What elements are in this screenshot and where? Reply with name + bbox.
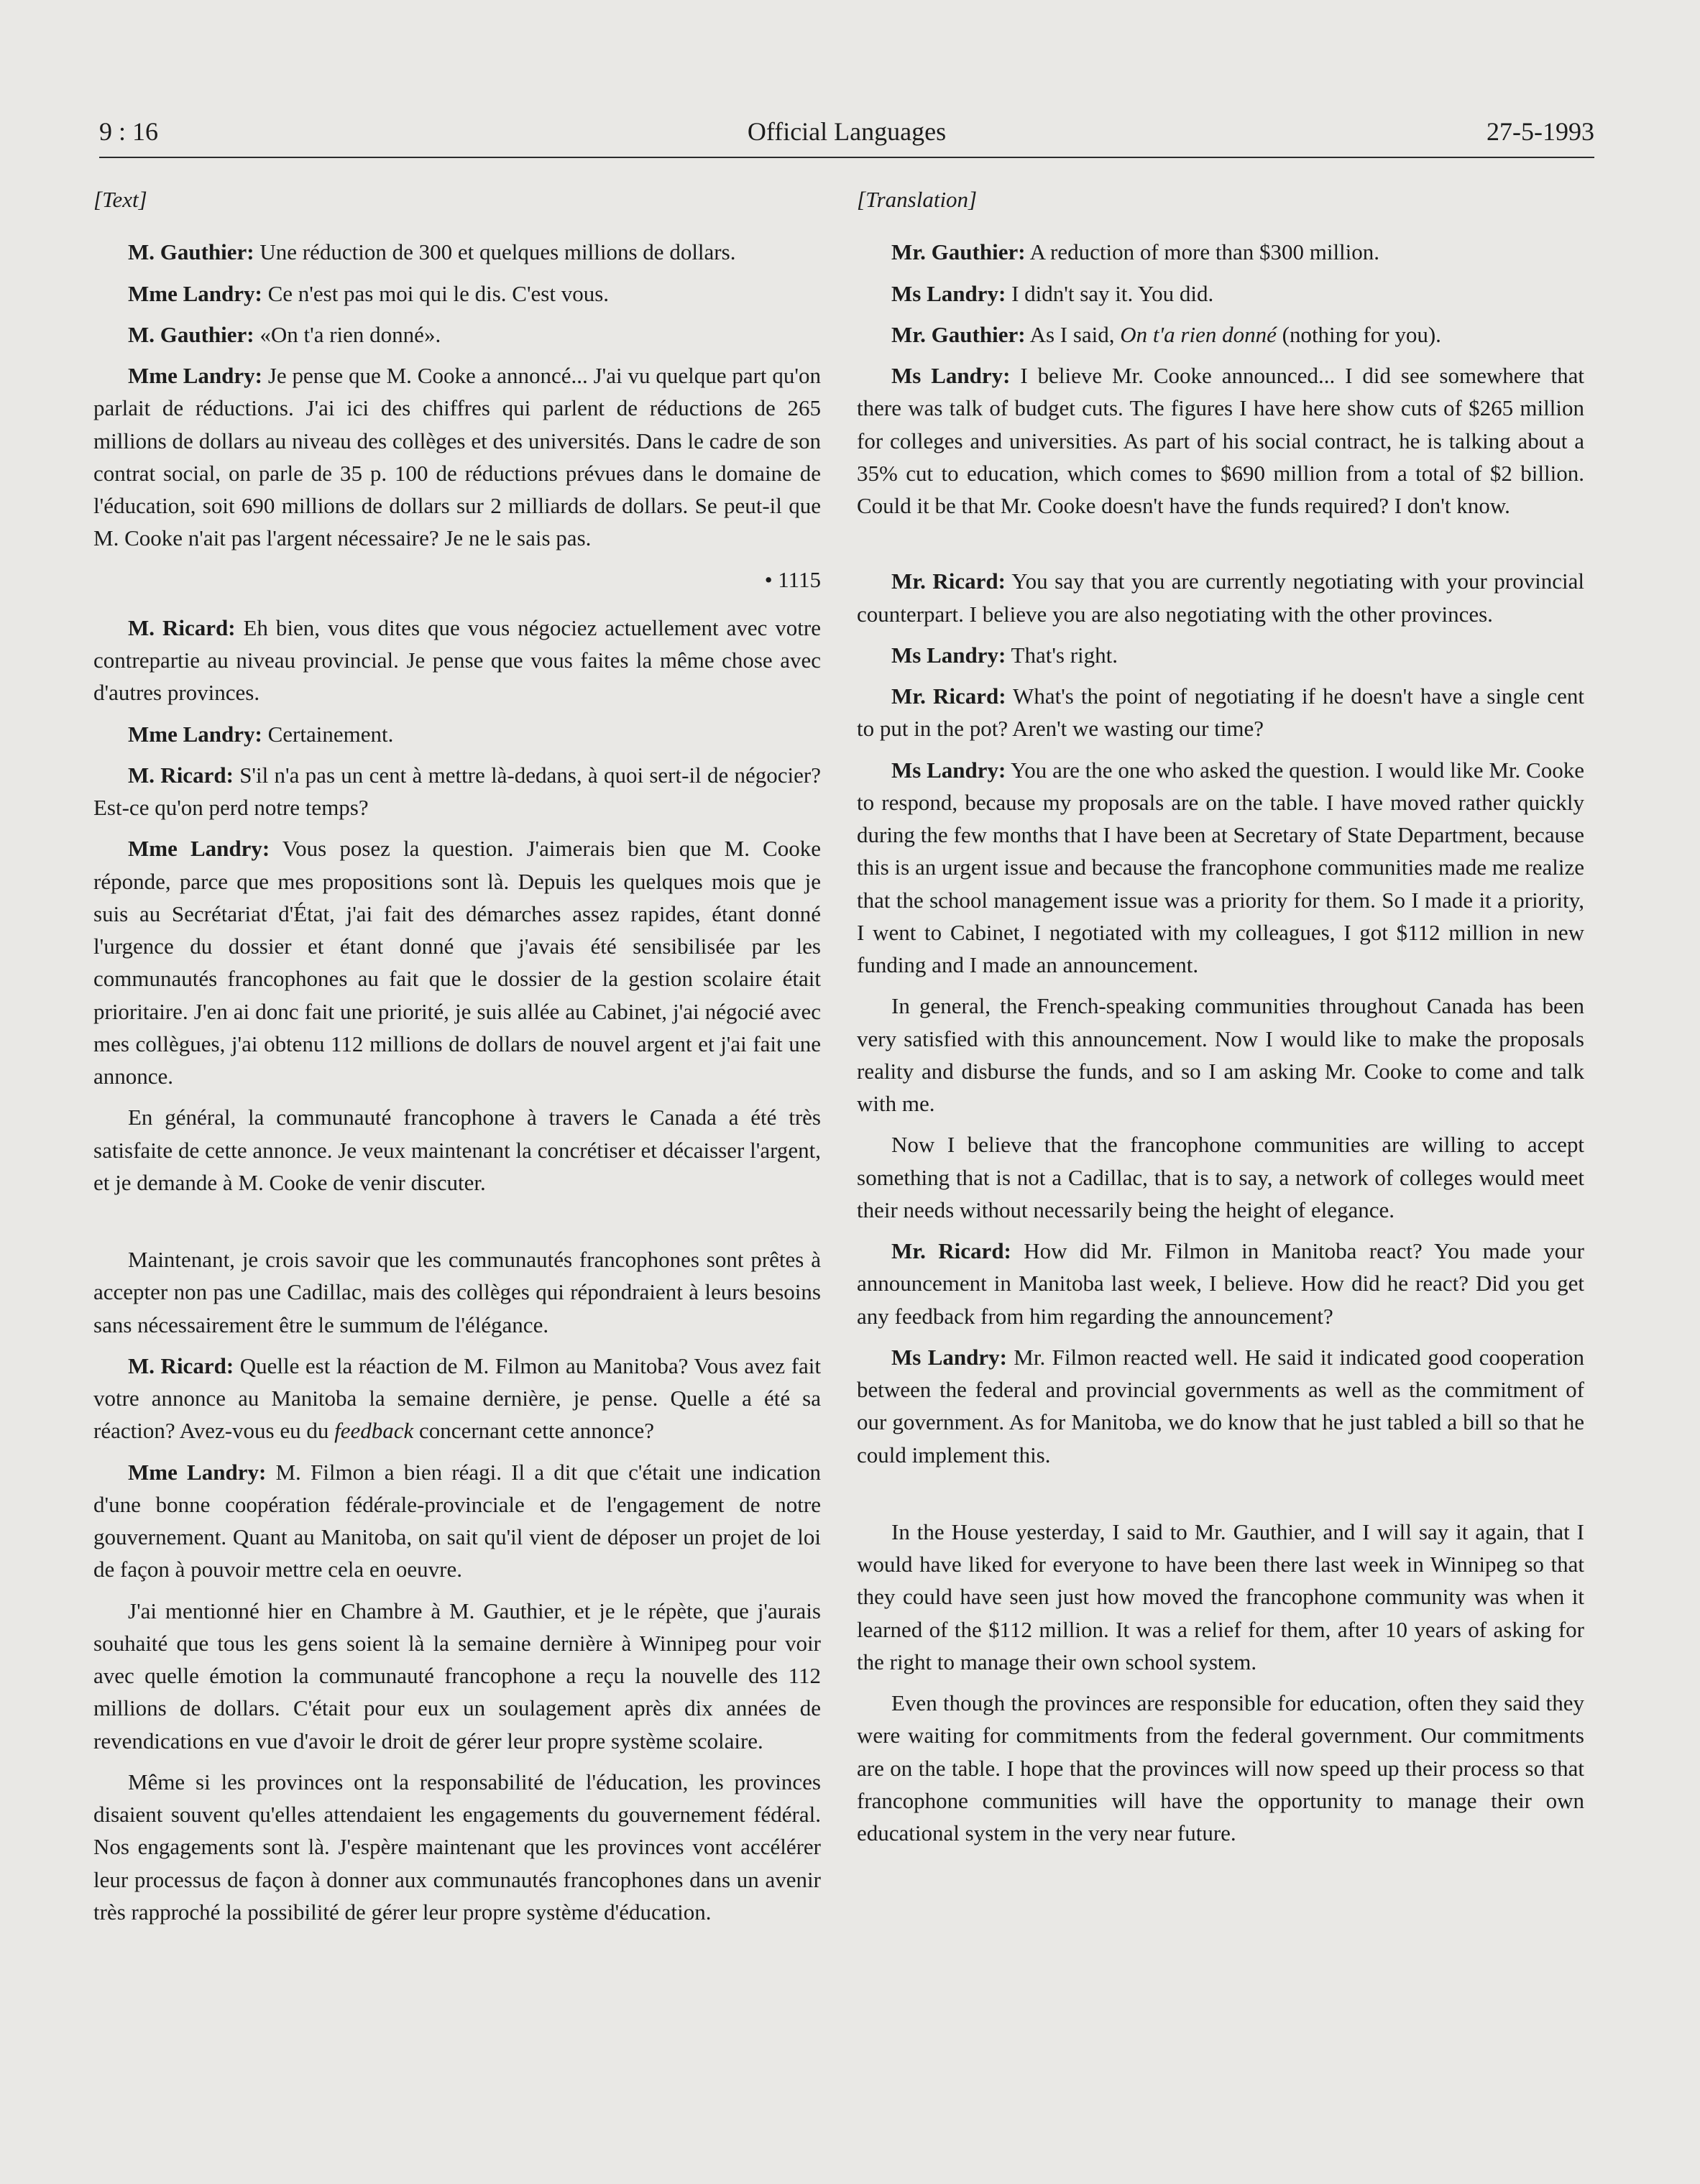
time-marker: • 1115 [764, 566, 821, 592]
speech-text: concernant cette annonce? [413, 1418, 655, 1444]
paragraph [857, 277, 1584, 310]
speaker-name: M. Gauthier: [128, 321, 254, 347]
speech-text: Now I believe that the francophone communities are willing to accept something that is not a Cadillac, that is to say, a network of colleges would meet their needs without necessarily being the height of elegance. [857, 1132, 1584, 1222]
speaker-name: Ms Landry: [891, 642, 1006, 668]
speech-text: As I said, [1025, 321, 1121, 347]
french-column [93, 183, 821, 1937]
paragraph [857, 1687, 1584, 1849]
italic-term: On t'a rien donné [1120, 321, 1277, 347]
paragraph [93, 832, 821, 1092]
speech-text: Eh bien, vous dites que vous négociez actuellement avec votre contrepartie au niveau provincial. Je pense que vous faites la même chose avec d'autres provinces. [93, 614, 821, 706]
speech-text: (nothing for you). [1276, 321, 1441, 347]
speaker-name: M. Gauthier: [128, 239, 254, 265]
speaker-name: Mme Landry: [128, 1459, 267, 1485]
paragraph [93, 1243, 821, 1341]
paragraph [93, 359, 821, 555]
speech-text: A reduction of more than $300 million. [1025, 239, 1380, 265]
speaker-name: Mme Landry: [128, 363, 262, 388]
speech-text: S'il n'a pas un cent à mettre là-dedans, à quoi sert-il de négocier? Est-ce qu'on perd notre temps? [93, 762, 821, 820]
paragraph [857, 1235, 1584, 1332]
paragraph [93, 1350, 821, 1447]
speaker-name: Mme Landry: [128, 721, 262, 747]
speaker-name: Mr. Ricard: [891, 683, 1006, 709]
paragraph [93, 1766, 821, 1928]
speaker-name: Mr. Gauthier: [891, 239, 1026, 265]
running-header [99, 106, 1594, 158]
paragraph [857, 1516, 1584, 1678]
paragraph [93, 1101, 821, 1199]
speech-text: En général, la communauté francophone à travers le Canada a été très satisfaite de cette annonce. Je veux maintenant la concrétiser et décaisser l'argent, et je demande à M. Cooke de venir discuter. [93, 1105, 821, 1195]
speaker-name: Mme Landry: [128, 836, 270, 862]
speech-text: Mr. Filmon reacted well. He said it indicated good cooperation between the federal and provincial governments as well as the commitment of our government. As for Manitoba, we do know that he just tabled a bill so that he could implement this. [857, 1344, 1584, 1467]
paragraph [857, 1128, 1584, 1226]
speech-text: Quelle est la réaction de M. Filmon au Manitoba? Vous avez fait votre annonce au Manitoba la semaine dernière, je pense. Quelle a été sa réaction? Avez-vous eu du [93, 1353, 822, 1444]
translation-tag: [Translation] [857, 187, 978, 212]
speech-text: You say that you are currently negotiating with your provincial counterpart. I believe you are also negotiating with the other provinces. [857, 568, 1584, 627]
paragraph [93, 318, 821, 351]
italic-term: feedback [334, 1418, 414, 1444]
speech-text: I didn't say it. You did. [1006, 280, 1214, 306]
paragraph [93, 1456, 821, 1586]
speech-text: In the House yesterday, I said to Mr. Gauthier, and I will say it again, that I would have liked for everyone to have been there last week in Winnipeg so that they could have seen just how moved the francophone community was when it learned of the $112 million. It was a relief for them, after 10 years of asking for the right to manage their own school system. [857, 1519, 1584, 1674]
speech-text: Even though the provinces are responsible for education, often they said they were waiting for commitments from the federal government. Our commitments are on the table. I hope that the provinces will now speed up their process so that francophone communities will have the opportunity to manage their own educational system in the very near future. [857, 1690, 1584, 1846]
page-number: 9 : 16 [99, 117, 159, 146]
speech-text: Une réduction de 300 et quelques millions de dollars. [254, 239, 736, 265]
paragraph [93, 718, 821, 750]
speaker-name: M. Ricard: [128, 1353, 234, 1378]
speech-text: I believe Mr. Cooke announced... I did see somewhere that there was talk of budget cuts. The figures I have here show cuts of $265 million for colleges and universities. As part of his social contract, he is talking about a 35% cut to education, which comes to $690 million from a total of $2 billion. Could it be that Mr. Cooke doesn't have the funds required? I don't know. [857, 363, 1584, 518]
speech-text: What's the point of negotiating if he doesn't have a single cent to put in the pot? Aren't we wasting our time? [857, 683, 1584, 742]
paragraph [93, 759, 821, 824]
paragraph [857, 639, 1584, 671]
speech-text: «On t'a rien donné». [254, 321, 441, 347]
paragraph [857, 359, 1584, 522]
speaker-name: M. Ricard: [128, 614, 236, 640]
speech-text: Vous posez la question. J'aimerais bien que M. Cooke réponde, parce que mes propositions sont là. Depuis les quelques mois que je suis au Secrétariat d'État, j'ai fait des démarches assez rapides, étant donné l'urgence du dossier et étant donné que j'avais été sensibilisée par les communautés francophones au fait que le dossier de la gestion scolaire était prioritaire. J'en ai donc fait une priorité, je suis allée au Cabinet, j'ai négocié avec mes collègues, j'ai obtenu 112 millions de dollars de nouvel argent et j'ai fait une annonce. [93, 836, 821, 1089]
paragraph [93, 612, 821, 709]
paragraph [857, 680, 1584, 745]
paragraph [857, 318, 1584, 351]
paragraph [93, 277, 821, 310]
paragraph [857, 565, 1584, 630]
speech-text: Maintenant, je crois savoir que les communautés francophones sont prêtes à accepter non pas une Cadillac, mais des collèges qui répondraient à leurs besoins sans nécessairement être le summum de l'élégance. [93, 1247, 821, 1337]
speech-text: J'ai mentionné hier en Chambre à M. Gauthier, et je le répète, que j'aurais souhaité que tous les gens soient là la semaine dernière à Winnipeg pour voir avec quelle émotion la communauté francophone a reçu la nouvelle des 112 millions de dollars. C'était pour eux un soulagement après dix années de revendications en vue d'avoir le droit de gérer leur propre système scolaire. [93, 1598, 821, 1754]
speech-text: Je pense que M. Cooke a annoncé... J'ai vu quelque part qu'on parlait de réductions. J'ai ici des chiffres qui parlent de réductions de 265 millions de dollars au niveau des collèges et des universités. Dans le cadre de son contrat social, on parle de 35 p. 100 de réductions prévues dans le domaine de l'éducation, soit 690 millions de dollars sur 2 milliards de dollars. Se peut-il que M. Cooke n'ait pas l'argent nécessaire? Je ne le sais pas. [93, 363, 821, 551]
paragraph [857, 236, 1584, 268]
speech-text: That's right. [1006, 642, 1118, 668]
speech-text: In general, the French-speaking communities throughout Canada has been very satisfied with this announcement. Now I would like to make the proposals reality and disburse the funds, and so I am asking Mr. Cooke to come and talk with me. [857, 993, 1584, 1116]
speech-text: Certainement. [262, 721, 394, 747]
speaker-name: Mr. Gauthier: [891, 321, 1026, 347]
paragraph [857, 990, 1584, 1120]
english-column [857, 183, 1584, 1858]
paragraph [857, 754, 1584, 982]
speaker-name: Ms Landry: [891, 757, 1006, 783]
paragraph [857, 1341, 1584, 1471]
paragraph [93, 236, 821, 268]
speaker-name: Mme Landry: [128, 280, 262, 306]
text-tag: [Text] [93, 187, 147, 212]
speech-text: M. Filmon a bien réagi. Il a dit que c'était une indication d'une bonne coopération fédérale-provinciale et de l'engagement de notre gouvernement. Quant au Manitoba, on sait qu'il vient de déposer un projet de loi de façon à pouvoir mettre cela en oeuvre. [93, 1459, 821, 1582]
speech-text: Même si les provinces ont la responsabilité de l'éducation, les provinces disaient souvent qu'elles attendaient les engagements du gouvernement fédéral. Nos engagements sont là. J'espère maintenant que les provinces vont accélérer leur processus de façon à donner aux communautés francophones dans un avenir très rapproché la possibilité de gérer leur propre système d'éducation. [93, 1769, 821, 1925]
speech-text: You are the one who asked the question. I would like Mr. Cooke to respond, because my proposals are on the table. I have moved rather quickly during the few months that I have been at Secretary of State Department, because this is an urgent issue and because the francophone communities made me realize that the school management issue was a priority for them. So I made it a priority, I went to Cabinet, I negotiated with my colleagues, I got $112 million in new funding and I made an announcement. [857, 757, 1584, 977]
paragraph [93, 1595, 821, 1757]
speech-text: How did Mr. Filmon in Manitoba react? You made your announcement in Manitoba last week, I believe. How did he react? Did you get any feedback from him regarding the announcement? [857, 1238, 1584, 1329]
speaker-name: Ms Landry: [891, 280, 1006, 306]
session-date: 27-5-1993 [1487, 117, 1594, 146]
publication-title: Official Languages [747, 117, 947, 146]
speaker-name: Ms Landry: [891, 363, 1011, 388]
speaker-name: M. Ricard: [128, 762, 234, 788]
speaker-name: Ms Landry: [891, 1344, 1007, 1370]
speech-text: Ce n'est pas moi qui le dis. C'est vous. [262, 280, 610, 306]
speaker-name: Mr. Ricard: [891, 1238, 1011, 1263]
speaker-name: Mr. Ricard: [891, 568, 1006, 594]
